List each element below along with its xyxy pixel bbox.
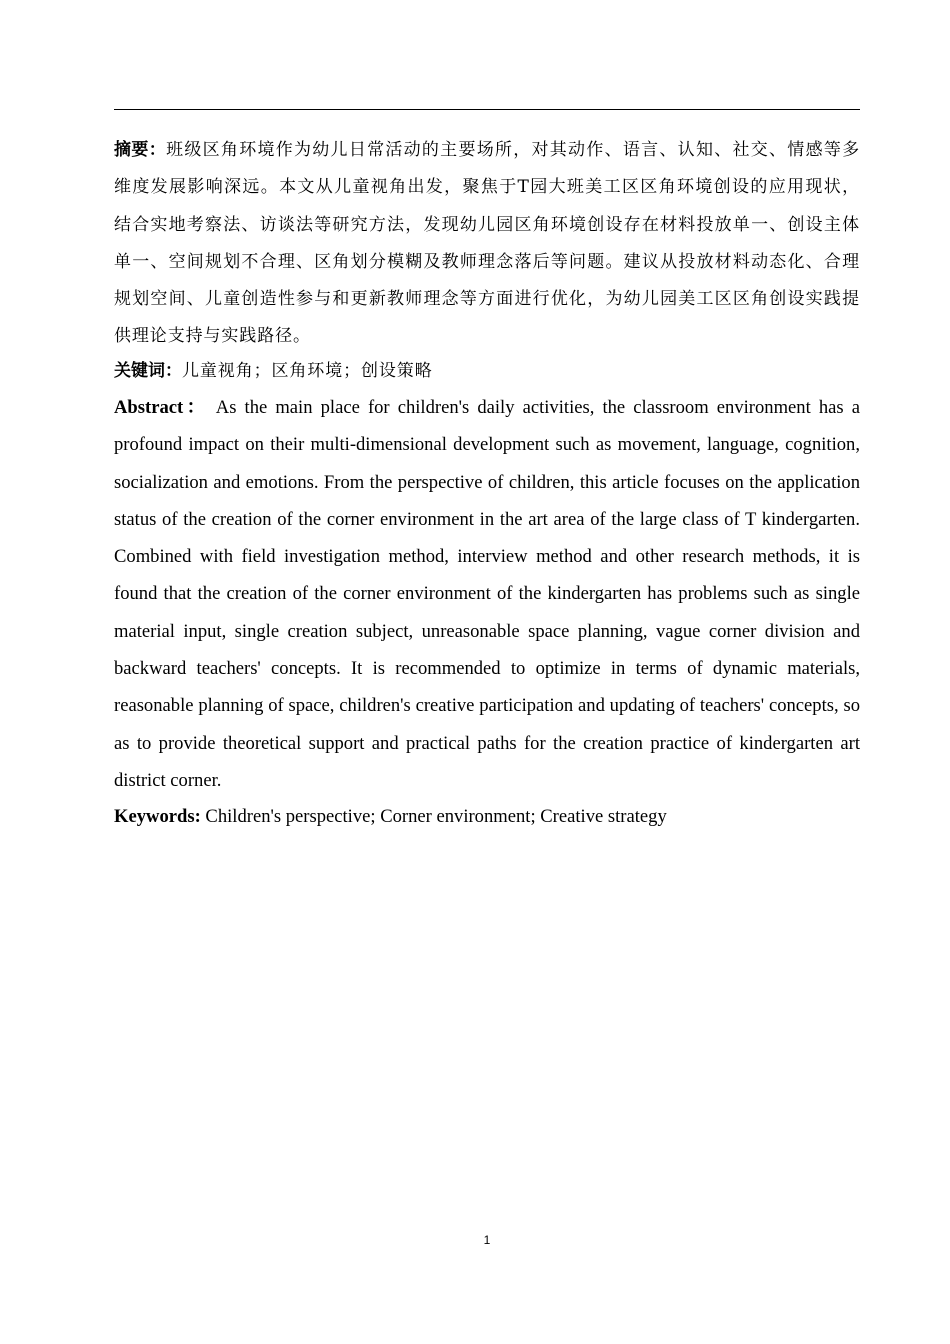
english-keywords-label: Keywords: — [114, 806, 201, 827]
chinese-abstract-text: 班级区角环境作为幼儿日常活动的主要场所，对其动作、语言、认知、社交、情感等多维度发展影响深远。本文从儿童视角出发，聚焦于T园大班美工区区角环境创设的应用现状，结合实地考察法、访谈法等研究方法，发现幼儿园区角环境创设存在材料投放单一、创设主体单一、空间规划不合理、区角划分模糊及教师理念落后等问题。建议从投放材料动态化、合理规划空间、儿童创造性参与和更新教师理念等方面进行优化，为幼儿园美工区区角创设实践提供理论支持与实践路径。 — [114, 140, 861, 347]
chinese-abstract-label: 摘要： — [114, 140, 167, 160]
chinese-abstract — [114, 132, 860, 356]
page-number: 1 — [483, 1233, 491, 1247]
english-keywords-text: Children's perspective; Corner environment; Creative strategy — [205, 806, 667, 827]
chinese-keywords-text: 儿童视角；区角环境；创设策略 — [182, 361, 433, 381]
header-rule — [114, 109, 860, 110]
chinese-keywords — [114, 353, 860, 390]
english-abstract — [114, 389, 860, 799]
chinese-keywords-label: 关键词： — [114, 361, 182, 381]
english-abstract-text: As the main place for children's daily activities, the classroom environment has a profound impact on their multi-dimensional development such as movement, language, cognition, socialization and emotions. From the perspective of children, this article focuses on the application status of the creation of the corner environment in the art area of the large class of T kindergarten. Combined with field investigation method, interview method and other research methods, it is found that the creation of the corner environment of the kindergarten has problems such as single material input, single creation subject, unreasonable space planning, vague corner division and backward teachers' concepts. It is recommended to optimize in terms of dynamic materials, reasonable planning of space, children's creative participation and updating of teachers' concepts, so as to provide theoretical support and practical paths for the creation practice of kindergarten art district corner. — [114, 397, 860, 791]
english-abstract-spacer — [209, 397, 216, 418]
english-keywords — [114, 798, 860, 835]
english-abstract-label: Abstract： — [114, 397, 209, 418]
